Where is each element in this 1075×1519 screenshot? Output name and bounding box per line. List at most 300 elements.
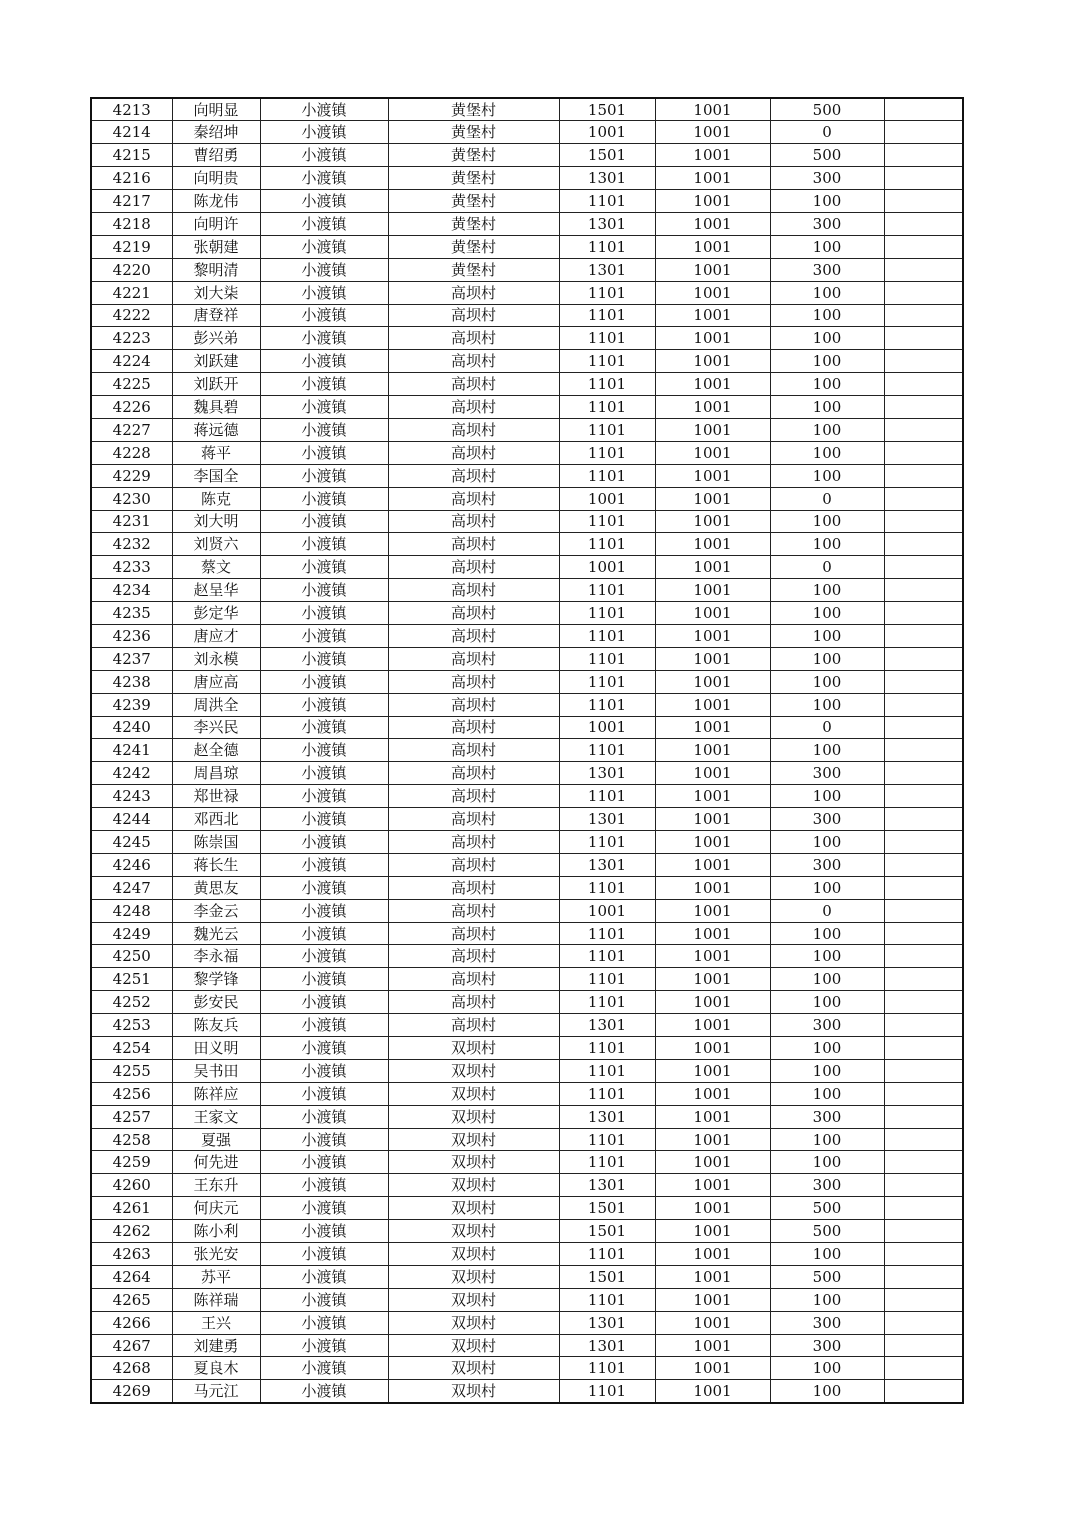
table-row xyxy=(91,1334,963,1357)
value-b-cell: 1001 xyxy=(655,579,770,602)
value-a-cell: 1101 xyxy=(559,647,655,670)
table-row xyxy=(91,968,963,991)
remark-cell xyxy=(884,533,963,556)
row-number-cell: 4221 xyxy=(91,281,172,304)
remark-cell xyxy=(884,1128,963,1151)
table-row xyxy=(91,1311,963,1334)
table-row xyxy=(91,487,963,510)
value-b-cell: 1001 xyxy=(655,808,770,831)
table-row xyxy=(91,281,963,304)
amount-cell: 100 xyxy=(770,533,884,556)
row-number-cell: 4230 xyxy=(91,487,172,510)
value-b-cell: 1001 xyxy=(655,762,770,785)
village-cell: 高坝村 xyxy=(388,533,559,556)
value-a-cell: 1301 xyxy=(559,1311,655,1334)
table-row xyxy=(91,556,963,579)
town-cell: 小渡镇 xyxy=(260,831,388,854)
town-cell: 小渡镇 xyxy=(260,670,388,693)
value-a-cell: 1101 xyxy=(559,190,655,213)
town-cell: 小渡镇 xyxy=(260,1311,388,1334)
value-b-cell: 1001 xyxy=(655,876,770,899)
table-row xyxy=(91,304,963,327)
town-cell: 小渡镇 xyxy=(260,281,388,304)
row-number-cell: 4223 xyxy=(91,327,172,350)
value-a-cell: 1301 xyxy=(559,762,655,785)
town-cell: 小渡镇 xyxy=(260,808,388,831)
row-number-cell: 4235 xyxy=(91,602,172,625)
value-b-cell: 1001 xyxy=(655,1265,770,1288)
table-row xyxy=(91,98,963,121)
row-number-cell: 4248 xyxy=(91,899,172,922)
value-a-cell: 1501 xyxy=(559,144,655,167)
town-cell: 小渡镇 xyxy=(260,1174,388,1197)
value-b-cell: 1001 xyxy=(655,1334,770,1357)
table-row xyxy=(91,1220,963,1243)
row-number-cell: 4260 xyxy=(91,1174,172,1197)
village-cell: 高坝村 xyxy=(388,464,559,487)
value-a-cell: 1101 xyxy=(559,1288,655,1311)
remark-cell xyxy=(884,1082,963,1105)
value-b-cell: 1001 xyxy=(655,1380,770,1403)
remark-cell xyxy=(884,304,963,327)
value-b-cell: 1001 xyxy=(655,1128,770,1151)
amount-cell: 100 xyxy=(770,991,884,1014)
name-cell: 陈祥应 xyxy=(172,1082,260,1105)
table-row xyxy=(91,1174,963,1197)
town-cell: 小渡镇 xyxy=(260,510,388,533)
amount-cell: 0 xyxy=(770,899,884,922)
name-cell: 蔡文 xyxy=(172,556,260,579)
town-cell: 小渡镇 xyxy=(260,1220,388,1243)
village-cell: 高坝村 xyxy=(388,396,559,419)
name-cell: 黎学锋 xyxy=(172,968,260,991)
row-number-cell: 4267 xyxy=(91,1334,172,1357)
value-a-cell: 1101 xyxy=(559,831,655,854)
name-cell: 田义明 xyxy=(172,1037,260,1060)
town-cell: 小渡镇 xyxy=(260,350,388,373)
name-cell: 王东升 xyxy=(172,1174,260,1197)
value-a-cell: 1101 xyxy=(559,785,655,808)
name-cell: 彭定华 xyxy=(172,602,260,625)
value-b-cell: 1001 xyxy=(655,235,770,258)
amount-cell: 100 xyxy=(770,1037,884,1060)
village-cell: 高坝村 xyxy=(388,808,559,831)
village-cell: 高坝村 xyxy=(388,693,559,716)
name-cell: 马元江 xyxy=(172,1380,260,1403)
table-row xyxy=(91,808,963,831)
value-b-cell: 1001 xyxy=(655,945,770,968)
row-number-cell: 4258 xyxy=(91,1128,172,1151)
amount-cell: 100 xyxy=(770,922,884,945)
table-row xyxy=(91,624,963,647)
name-cell: 彭兴弟 xyxy=(172,327,260,350)
amount-cell: 100 xyxy=(770,876,884,899)
value-b-cell: 1001 xyxy=(655,1311,770,1334)
remark-cell xyxy=(884,167,963,190)
name-cell: 陈克 xyxy=(172,487,260,510)
name-cell: 秦绍坤 xyxy=(172,121,260,144)
value-a-cell: 1101 xyxy=(559,1037,655,1060)
amount-cell: 100 xyxy=(770,968,884,991)
village-cell: 高坝村 xyxy=(388,579,559,602)
row-number-cell: 4229 xyxy=(91,464,172,487)
value-a-cell: 1101 xyxy=(559,693,655,716)
row-number-cell: 4217 xyxy=(91,190,172,213)
amount-cell: 100 xyxy=(770,602,884,625)
row-number-cell: 4238 xyxy=(91,670,172,693)
row-number-cell: 4216 xyxy=(91,167,172,190)
remark-cell xyxy=(884,327,963,350)
value-a-cell: 1101 xyxy=(559,1151,655,1174)
table-row xyxy=(91,1380,963,1403)
amount-cell: 300 xyxy=(770,1334,884,1357)
village-cell: 黄堡村 xyxy=(388,235,559,258)
amount-cell: 100 xyxy=(770,510,884,533)
row-number-cell: 4232 xyxy=(91,533,172,556)
town-cell: 小渡镇 xyxy=(260,1357,388,1380)
table-row xyxy=(91,602,963,625)
amount-cell: 300 xyxy=(770,853,884,876)
village-cell: 双坝村 xyxy=(388,1197,559,1220)
table-row xyxy=(91,853,963,876)
remark-cell xyxy=(884,190,963,213)
village-cell: 黄堡村 xyxy=(388,190,559,213)
town-cell: 小渡镇 xyxy=(260,98,388,121)
village-cell: 高坝村 xyxy=(388,647,559,670)
town-cell: 小渡镇 xyxy=(260,1037,388,1060)
value-b-cell: 1001 xyxy=(655,373,770,396)
amount-cell: 100 xyxy=(770,1243,884,1266)
value-b-cell: 1001 xyxy=(655,991,770,1014)
row-number-cell: 4234 xyxy=(91,579,172,602)
value-b-cell: 1001 xyxy=(655,327,770,350)
row-number-cell: 4222 xyxy=(91,304,172,327)
row-number-cell: 4249 xyxy=(91,922,172,945)
town-cell: 小渡镇 xyxy=(260,785,388,808)
remark-cell xyxy=(884,739,963,762)
remark-cell xyxy=(884,579,963,602)
amount-cell: 100 xyxy=(770,739,884,762)
table-row xyxy=(91,144,963,167)
town-cell: 小渡镇 xyxy=(260,647,388,670)
town-cell: 小渡镇 xyxy=(260,739,388,762)
town-cell: 小渡镇 xyxy=(260,441,388,464)
town-cell: 小渡镇 xyxy=(260,624,388,647)
village-cell: 高坝村 xyxy=(388,1014,559,1037)
value-b-cell: 1001 xyxy=(655,1220,770,1243)
name-cell: 黎明清 xyxy=(172,258,260,281)
village-cell: 高坝村 xyxy=(388,441,559,464)
table-row xyxy=(91,716,963,739)
remark-cell xyxy=(884,235,963,258)
name-cell: 李国全 xyxy=(172,464,260,487)
village-cell: 高坝村 xyxy=(388,624,559,647)
village-cell: 双坝村 xyxy=(388,1059,559,1082)
value-a-cell: 1101 xyxy=(559,533,655,556)
amount-cell: 500 xyxy=(770,1197,884,1220)
row-number-cell: 4269 xyxy=(91,1380,172,1403)
amount-cell: 100 xyxy=(770,190,884,213)
table-row xyxy=(91,945,963,968)
village-cell: 双坝村 xyxy=(388,1105,559,1128)
town-cell: 小渡镇 xyxy=(260,190,388,213)
value-b-cell: 1001 xyxy=(655,1174,770,1197)
town-cell: 小渡镇 xyxy=(260,121,388,144)
table-row xyxy=(91,693,963,716)
row-number-cell: 4239 xyxy=(91,693,172,716)
table-row xyxy=(91,831,963,854)
remark-cell xyxy=(884,785,963,808)
amount-cell: 300 xyxy=(770,1311,884,1334)
amount-cell: 300 xyxy=(770,1174,884,1197)
amount-cell: 100 xyxy=(770,1151,884,1174)
village-cell: 双坝村 xyxy=(388,1288,559,1311)
remark-cell xyxy=(884,1334,963,1357)
village-cell: 双坝村 xyxy=(388,1334,559,1357)
table-row xyxy=(91,670,963,693)
remark-cell xyxy=(884,144,963,167)
value-a-cell: 1101 xyxy=(559,602,655,625)
town-cell: 小渡镇 xyxy=(260,1380,388,1403)
row-number-cell: 4218 xyxy=(91,212,172,235)
value-a-cell: 1301 xyxy=(559,1105,655,1128)
value-b-cell: 1001 xyxy=(655,464,770,487)
amount-cell: 100 xyxy=(770,350,884,373)
village-cell: 高坝村 xyxy=(388,899,559,922)
remark-cell xyxy=(884,1265,963,1288)
row-number-cell: 4225 xyxy=(91,373,172,396)
remark-cell xyxy=(884,991,963,1014)
town-cell: 小渡镇 xyxy=(260,693,388,716)
value-b-cell: 1001 xyxy=(655,281,770,304)
value-a-cell: 1001 xyxy=(559,899,655,922)
town-cell: 小渡镇 xyxy=(260,922,388,945)
value-a-cell: 1101 xyxy=(559,968,655,991)
town-cell: 小渡镇 xyxy=(260,853,388,876)
town-cell: 小渡镇 xyxy=(260,716,388,739)
name-cell: 彭安民 xyxy=(172,991,260,1014)
town-cell: 小渡镇 xyxy=(260,396,388,419)
amount-cell: 100 xyxy=(770,579,884,602)
name-cell: 黄思友 xyxy=(172,876,260,899)
value-a-cell: 1301 xyxy=(559,258,655,281)
value-a-cell: 1101 xyxy=(559,1082,655,1105)
row-number-cell: 4219 xyxy=(91,235,172,258)
village-cell: 高坝村 xyxy=(388,922,559,945)
row-number-cell: 4243 xyxy=(91,785,172,808)
value-b-cell: 1001 xyxy=(655,1288,770,1311)
row-number-cell: 4240 xyxy=(91,716,172,739)
village-cell: 双坝村 xyxy=(388,1357,559,1380)
village-cell: 高坝村 xyxy=(388,716,559,739)
value-a-cell: 1501 xyxy=(559,98,655,121)
row-number-cell: 4214 xyxy=(91,121,172,144)
value-a-cell: 1101 xyxy=(559,464,655,487)
town-cell: 小渡镇 xyxy=(260,1243,388,1266)
name-cell: 陈小利 xyxy=(172,1220,260,1243)
value-b-cell: 1001 xyxy=(655,1014,770,1037)
village-cell: 高坝村 xyxy=(388,991,559,1014)
village-cell: 黄堡村 xyxy=(388,121,559,144)
town-cell: 小渡镇 xyxy=(260,1059,388,1082)
row-number-cell: 4264 xyxy=(91,1265,172,1288)
amount-cell: 500 xyxy=(770,144,884,167)
row-number-cell: 4256 xyxy=(91,1082,172,1105)
village-cell: 高坝村 xyxy=(388,556,559,579)
remark-cell xyxy=(884,281,963,304)
value-b-cell: 1001 xyxy=(655,1197,770,1220)
village-cell: 高坝村 xyxy=(388,945,559,968)
value-b-cell: 1001 xyxy=(655,212,770,235)
table-body xyxy=(91,98,963,1403)
amount-cell: 100 xyxy=(770,1059,884,1082)
village-cell: 高坝村 xyxy=(388,739,559,762)
row-number-cell: 4244 xyxy=(91,808,172,831)
village-cell: 高坝村 xyxy=(388,670,559,693)
table-row xyxy=(91,212,963,235)
remark-cell xyxy=(884,396,963,419)
table-row xyxy=(91,350,963,373)
table-row xyxy=(91,1265,963,1288)
name-cell: 魏具碧 xyxy=(172,396,260,419)
name-cell: 向明显 xyxy=(172,98,260,121)
table-row xyxy=(91,167,963,190)
value-a-cell: 1001 xyxy=(559,121,655,144)
value-a-cell: 1101 xyxy=(559,1380,655,1403)
remark-cell xyxy=(884,556,963,579)
amount-cell: 100 xyxy=(770,1082,884,1105)
remark-cell xyxy=(884,1197,963,1220)
name-cell: 蒋平 xyxy=(172,441,260,464)
remark-cell xyxy=(884,670,963,693)
table-row xyxy=(91,1243,963,1266)
remark-cell xyxy=(884,899,963,922)
name-cell: 向明贵 xyxy=(172,167,260,190)
town-cell: 小渡镇 xyxy=(260,212,388,235)
town-cell: 小渡镇 xyxy=(260,876,388,899)
name-cell: 邓西北 xyxy=(172,808,260,831)
amount-cell: 0 xyxy=(770,487,884,510)
name-cell: 向明许 xyxy=(172,212,260,235)
amount-cell: 100 xyxy=(770,693,884,716)
value-a-cell: 1501 xyxy=(559,1265,655,1288)
amount-cell: 500 xyxy=(770,1265,884,1288)
row-number-cell: 4253 xyxy=(91,1014,172,1037)
name-cell: 苏平 xyxy=(172,1265,260,1288)
value-a-cell: 1101 xyxy=(559,396,655,419)
value-b-cell: 1001 xyxy=(655,441,770,464)
amount-cell: 100 xyxy=(770,1128,884,1151)
name-cell: 夏强 xyxy=(172,1128,260,1151)
table-row xyxy=(91,510,963,533)
name-cell: 刘跃开 xyxy=(172,373,260,396)
name-cell: 唐登祥 xyxy=(172,304,260,327)
row-number-cell: 4261 xyxy=(91,1197,172,1220)
amount-cell: 300 xyxy=(770,808,884,831)
value-a-cell: 1001 xyxy=(559,716,655,739)
row-number-cell: 4246 xyxy=(91,853,172,876)
amount-cell: 100 xyxy=(770,1288,884,1311)
town-cell: 小渡镇 xyxy=(260,579,388,602)
table-row xyxy=(91,1082,963,1105)
amount-cell: 300 xyxy=(770,212,884,235)
value-a-cell: 1101 xyxy=(559,441,655,464)
village-cell: 高坝村 xyxy=(388,602,559,625)
table-row xyxy=(91,1197,963,1220)
value-b-cell: 1001 xyxy=(655,167,770,190)
town-cell: 小渡镇 xyxy=(260,762,388,785)
row-number-cell: 4257 xyxy=(91,1105,172,1128)
town-cell: 小渡镇 xyxy=(260,327,388,350)
town-cell: 小渡镇 xyxy=(260,1151,388,1174)
amount-cell: 100 xyxy=(770,945,884,968)
amount-cell: 500 xyxy=(770,98,884,121)
village-cell: 双坝村 xyxy=(388,1151,559,1174)
value-a-cell: 1101 xyxy=(559,350,655,373)
remark-cell xyxy=(884,1288,963,1311)
table-row xyxy=(91,647,963,670)
row-number-cell: 4247 xyxy=(91,876,172,899)
value-a-cell: 1101 xyxy=(559,670,655,693)
table-row xyxy=(91,579,963,602)
table-row xyxy=(91,1014,963,1037)
town-cell: 小渡镇 xyxy=(260,968,388,991)
town-cell: 小渡镇 xyxy=(260,144,388,167)
remark-cell xyxy=(884,350,963,373)
value-a-cell: 1101 xyxy=(559,624,655,647)
value-b-cell: 1001 xyxy=(655,98,770,121)
table-row xyxy=(91,258,963,281)
remark-cell xyxy=(884,373,963,396)
village-cell: 黄堡村 xyxy=(388,212,559,235)
village-cell: 高坝村 xyxy=(388,304,559,327)
table-row xyxy=(91,464,963,487)
amount-cell: 100 xyxy=(770,1357,884,1380)
value-b-cell: 1001 xyxy=(655,853,770,876)
row-number-cell: 4231 xyxy=(91,510,172,533)
table-row xyxy=(91,1151,963,1174)
table-row xyxy=(91,373,963,396)
row-number-cell: 4259 xyxy=(91,1151,172,1174)
name-cell: 李兴民 xyxy=(172,716,260,739)
table-row xyxy=(91,1059,963,1082)
remark-cell xyxy=(884,1380,963,1403)
town-cell: 小渡镇 xyxy=(260,258,388,281)
remark-cell xyxy=(884,487,963,510)
value-a-cell: 1301 xyxy=(559,212,655,235)
value-b-cell: 1001 xyxy=(655,1082,770,1105)
value-b-cell: 1001 xyxy=(655,533,770,556)
name-cell: 陈祥瑞 xyxy=(172,1288,260,1311)
amount-cell: 0 xyxy=(770,121,884,144)
name-cell: 魏光云 xyxy=(172,922,260,945)
value-a-cell: 1001 xyxy=(559,556,655,579)
village-cell: 高坝村 xyxy=(388,876,559,899)
value-b-cell: 1001 xyxy=(655,144,770,167)
value-b-cell: 1001 xyxy=(655,785,770,808)
remark-cell xyxy=(884,693,963,716)
village-cell: 黄堡村 xyxy=(388,144,559,167)
row-number-cell: 4215 xyxy=(91,144,172,167)
town-cell: 小渡镇 xyxy=(260,1197,388,1220)
town-cell: 小渡镇 xyxy=(260,1288,388,1311)
town-cell: 小渡镇 xyxy=(260,235,388,258)
value-b-cell: 1001 xyxy=(655,647,770,670)
name-cell: 刘贤六 xyxy=(172,533,260,556)
village-cell: 高坝村 xyxy=(388,418,559,441)
amount-cell: 100 xyxy=(770,624,884,647)
amount-cell: 100 xyxy=(770,327,884,350)
